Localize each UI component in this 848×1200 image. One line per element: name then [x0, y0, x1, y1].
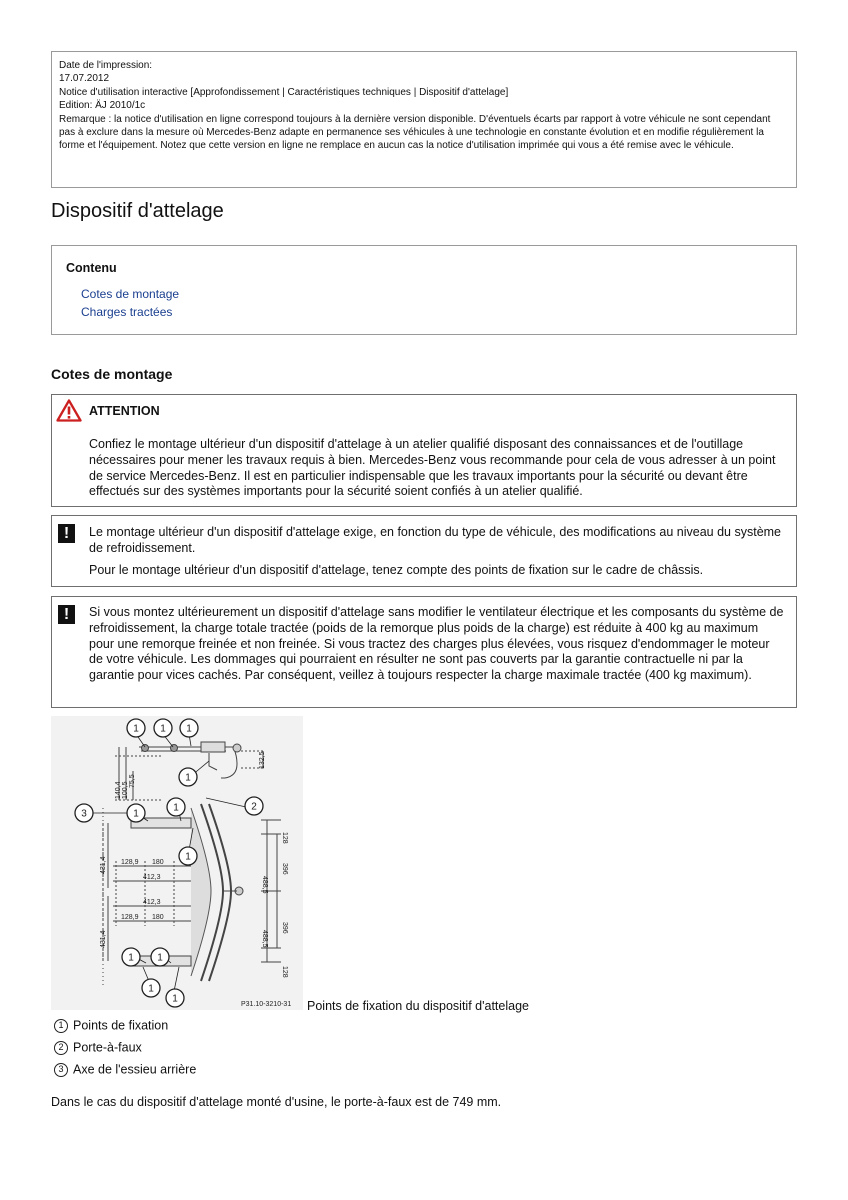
dim-label: 396 — [281, 863, 288, 875]
svg-text:1: 1 — [148, 983, 154, 995]
toc-link-cotes-de-montage[interactable]: Cotes de montage — [81, 287, 180, 301]
svg-text:1: 1 — [133, 723, 139, 735]
attention-text: Confiez le montage ultérieur d'un dispositif d'attelage à un atelier qualifié disposant des connaissances et de l'outillage nécessaires pour mener les travaux requis à bien. Mercedes-Benz vous recommande pour cela de vous adresser à un point de service Mercedes-Benz. Il est en particulier indispensable que les travaux importants pour la sécurité ou devant être effectués sur des systèmes importants pour la sécurité soient confiés à un atelier qualifié. — [89, 437, 776, 499]
svg-text:1: 1 — [186, 723, 192, 735]
dim-label: 140,4 — [115, 781, 122, 799]
edition: Edition: ÄJ 2010/1c — [59, 100, 146, 112]
dim-label: 128 — [281, 832, 288, 844]
dim-label: 412,3 — [143, 899, 161, 906]
attention-notice — [51, 394, 797, 507]
dim-label: 488,5 — [261, 876, 268, 894]
breadcrumb: Notice d'utilisation interactive [Approfondissement | Caractéristiques techniques | Dispositif d'attelage] — [59, 86, 509, 98]
dim-label: 128,9 — [121, 859, 139, 866]
toc-link-charges-tractees[interactable]: Charges tractées — [81, 305, 173, 319]
figure-caption: Points de fixation du dispositif d'attelage — [307, 999, 529, 1013]
marker-1 — [154, 719, 172, 737]
exclamation-icon: ! — [58, 524, 75, 543]
print-date: 17.07.2012 — [59, 73, 110, 85]
marker-1 — [127, 719, 145, 737]
svg-text:1: 1 — [157, 952, 163, 964]
svg-text:2: 2 — [251, 801, 257, 813]
print-date-label: Date de l'impression: — [59, 60, 153, 71]
dim-label: 100,5 — [122, 781, 129, 799]
legend-label: Points de fixation — [73, 1018, 169, 1033]
svg-text:1: 1 — [133, 808, 139, 820]
dim-label: 396 — [281, 922, 288, 934]
svg-text:1: 1 — [128, 952, 134, 964]
marker-1 — [142, 979, 160, 997]
svg-text:1: 1 — [160, 723, 166, 735]
toc-box — [51, 245, 797, 335]
marker-1 — [180, 719, 198, 737]
svg-text:1: 1 — [172, 993, 178, 1005]
marker-1 — [179, 768, 197, 786]
note-towing-text: Si vous montez ultérieurement un dispositif d'attelage sans modifier le ventilateur électrique et les composants du système de refroidissement, la charge totale tractée (poids de la remorque plus poids de la charge) est réduite à 400 kg au maximum pour une remorque freinée et non freinée. Si vous tractez des charges plus élevées, vous risquez d'endommager le moteur de votre véhicule. Les dommages qui pourraient en résulter ne sont pas couverts par la garantie contractuelle ni par la garantie pour vices cachés. Par conséquent, veillez à toujours respecter la charge maximale tractée (400 kg maximum). — [89, 605, 784, 683]
figure-ref-code: P31.10-3210-31 — [241, 1001, 292, 1008]
svg-text:3: 3 — [81, 808, 87, 820]
legend-number-2: 2 — [54, 1041, 68, 1055]
dim-label: 180 — [152, 859, 164, 866]
marker-2 — [245, 797, 263, 815]
legend-item — [54, 1040, 142, 1056]
marker-1 — [122, 948, 140, 966]
attention-label: ATTENTION — [89, 404, 160, 418]
note-cooling-system — [51, 515, 797, 587]
note-mounting-points-text: Pour le montage ultérieur d'un dispositif d'attelage, tenez compte des points de fixation sur le cadre de châssis. — [89, 563, 704, 577]
marker-1 — [167, 798, 185, 816]
legend-number-1: 1 — [54, 1019, 68, 1033]
marker-1 — [151, 948, 169, 966]
print-info-box — [51, 51, 797, 188]
hitch-diagram-drawing — [51, 716, 303, 1010]
dim-label: 180 — [152, 914, 164, 921]
overhang-note: Dans le cas du dispositif d'attelage monté d'usine, le porte-à-faux est de 749 mm. — [51, 1095, 502, 1109]
exclamation-icon: ! — [58, 605, 75, 624]
marker-1 — [166, 989, 184, 1007]
dim-label: 488,5 — [261, 930, 268, 948]
dim-label: 132,5 — [259, 751, 266, 769]
dim-label: 128 — [281, 966, 288, 978]
legend-label: Axe de l'essieu arrière — [73, 1062, 197, 1077]
page-title: Dispositif d'attelage — [51, 200, 224, 222]
marker-1 — [179, 847, 197, 865]
legend-item — [54, 1062, 196, 1078]
legend-label: Porte-à-faux — [73, 1040, 142, 1055]
legend-item — [54, 1018, 168, 1034]
dim-label: 128,9 — [121, 914, 139, 921]
svg-text:1: 1 — [185, 851, 191, 863]
warning-triangle-icon — [56, 399, 82, 422]
dim-label: 431,4 — [100, 856, 107, 874]
dim-label: 412,3 — [143, 874, 161, 881]
dim-label: 75,5 — [129, 774, 136, 788]
hitch-mounting-diagram — [51, 716, 303, 1010]
dim-label: 431,4 — [100, 930, 107, 948]
marker-1 — [127, 804, 145, 822]
section-heading: Cotes de montage — [51, 366, 173, 382]
svg-text:1: 1 — [173, 802, 179, 814]
note-cooling-text: Le montage ultérieur d'un dispositif d'attelage exige, en fonction du type de véhicule, des modifications au niveau du système de refroidissement. — [89, 525, 782, 555]
note-towing-load — [51, 596, 797, 708]
toc-heading: Contenu — [66, 261, 117, 275]
marker-3 — [75, 804, 93, 822]
legend-number-3: 3 — [54, 1063, 68, 1077]
svg-text:1: 1 — [185, 772, 191, 784]
disclaimer: Remarque : la notice d'utilisation en ligne correspond toujours à la dernière version disponible. D'éventuels écarts par rapport à votre véhicule ne sont cependant pas à exclure dans la mesure où Mercedes-Benz adapte en permanence ses véhicules à une technologie en constante évolution et en modifie régulièrement la forme et l'équipement. Notez que cette version en ligne ne remplace en aucun cas la notice d'utilisation imprimée qui vous a été remise avec le véhicule. — [59, 113, 771, 152]
